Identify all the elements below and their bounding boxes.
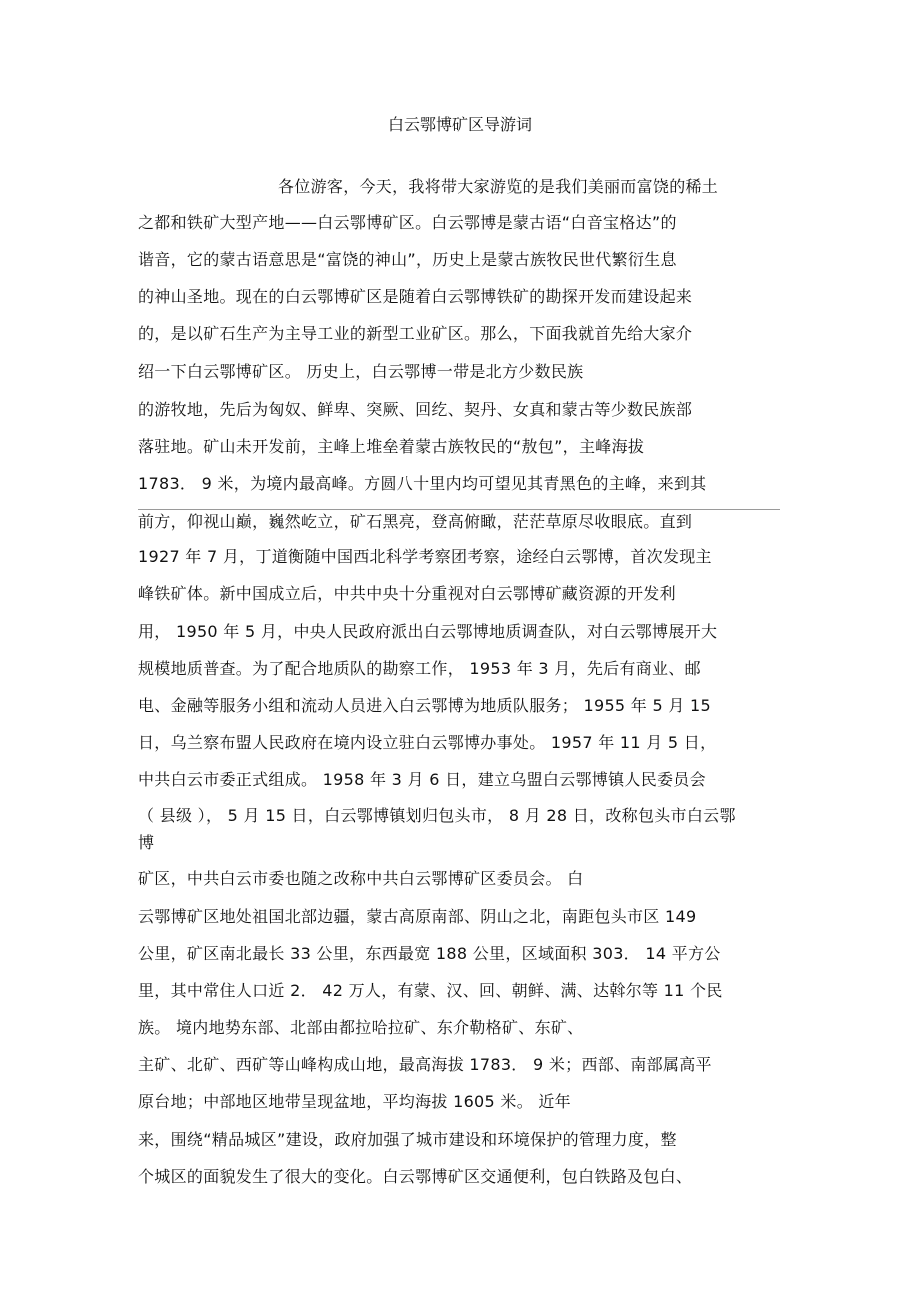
text-line: 的，是以矿石生产为主导工业的新型工业矿区。那么，下面我就首先给大家介 xyxy=(138,324,693,343)
text-line: 之都和铁矿大型产地——白云鄂博矿区。白云鄂博是蒙古语“白音宝格达”的 xyxy=(138,213,677,232)
text-line: （ 县级 ）， 5 月 15 日，白云鄂博镇划归包头市， 8 月 28 日，改称包头市白云鄂 xyxy=(138,806,736,825)
text-line: 主矿、北矿、西矿等山峰构成山地，最高海拔 1783． 9 米；西部、南部属高平 xyxy=(138,1055,712,1074)
text-line: 绍一下白云鄂博矿区。 历史上，白云鄂博一带是北方少数民族 xyxy=(138,362,584,381)
text-line: 1927 年 7 月，丁道衡随中国西北科学考察团考察，途经白云鄂博，首次发现主 xyxy=(138,547,712,566)
text-line: 中共白云市委正式组成。 1958 年 3 月 6 日，建立乌盟白云鄂博镇人民委员会 xyxy=(138,770,706,789)
text-line: 各位游客，今天，我将带大家游览的是我们美丽而富饶的稀土 xyxy=(278,177,719,196)
text-line: 前方，仰视山巅，巍然屹立，矿石黑亮，登高俯瞰，茫茫草原尽收眼底。直到 xyxy=(138,512,693,531)
text-line: 来，围绕“精品城区”建设，政府加强了城市建设和环境保护的管理力度，整 xyxy=(138,1130,677,1149)
text-line: 落驻地。矿山未开发前，主峰上堆垒着蒙古族牧民的“敖包”，主峰海拔 xyxy=(138,437,645,456)
text-line: 峰铁矿体。新中国成立后，中共中央十分重视对白云鄂博矿藏资源的开发利 xyxy=(138,584,676,603)
text-line: 1783． 9 米，为境内最高峰。方圆八十里内均可望见其青黑色的主峰，来到其 xyxy=(138,474,707,493)
text-line: 用， 1950 年 5 月，中央人民政府派出白云鄂博地质调查队，对白云鄂博展开大 xyxy=(138,622,718,641)
text-line: 原台地；中部地区地带呈现盆地，平均海拔 1605 米。 近年 xyxy=(138,1092,571,1111)
text-line: 族。 境内地势东部、北部由都拉哈拉矿、东介勒格矿、东矿、 xyxy=(138,1018,584,1037)
text-line: 博 xyxy=(138,833,155,852)
text-line: 电、金融等服务小组和流动人员进入白云鄂博为地质队服务； 1955 年 5 月 15 xyxy=(138,696,711,715)
text-line: 的神山圣地。现在的白云鄂博矿区是随着白云鄂博铁矿的勘探开发而建设起来 xyxy=(138,287,693,306)
text-line: 里，其中常住人口近 2． 42 万人，有蒙、汉、回、朝鲜、满、达斡尔等 11 个民 xyxy=(138,981,723,1000)
text-line: 矿区，中共白云市委也随之改称中共白云鄂博矿区委员会。 白 xyxy=(138,869,584,888)
text-line: 云鄂博矿区地处祖国北部边疆，蒙古高原南部、阴山之北，南距包头市区 149 xyxy=(138,907,697,926)
text-line: 公里，矿区南北最长 33 公里，东西最宽 188 公里，区域面积 303． 14 平方公 xyxy=(138,944,721,963)
text-line: 个城区的面貌发生了很大的变化。白云鄂博矿区交通便利，包白铁路及包白、 xyxy=(138,1167,693,1186)
text-line: 规模地质普查。为了配合地质队的勘察工作， 1953 年 3 月，先后有商业、邮 xyxy=(138,659,701,678)
page-title: 白云鄂博矿区导游词 xyxy=(387,115,532,134)
text-line: 日，乌兰察布盟人民政府在境内设立驻白云鄂博办事处。 1957 年 11 月 5 日， xyxy=(138,733,717,752)
text-line: 的游牧地，先后为匈奴、鲜卑、突厥、回纥、契丹、女真和蒙古等少数民族部 xyxy=(138,400,693,419)
text-line: 谐音，它的蒙古语意思是“富饶的神山”，历史上是蒙古族牧民世代繁衍生息 xyxy=(138,250,677,269)
